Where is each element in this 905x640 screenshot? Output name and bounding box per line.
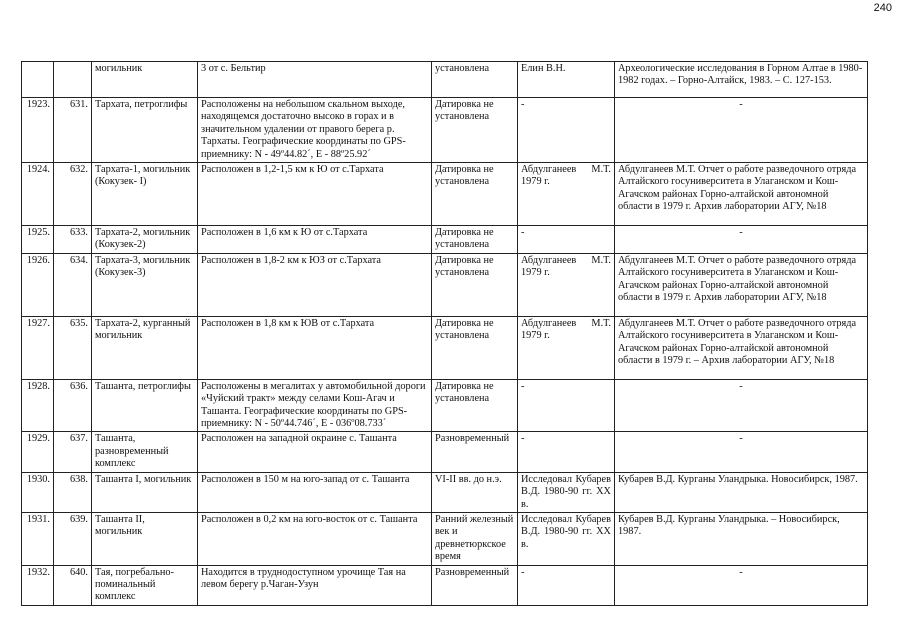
general-number-cell: 1931. [22,512,54,565]
general-number-cell: 1928. [22,379,54,432]
literature-cell: Кубарев В.Д. Курганы Уландрыка. Новосибирск, 1987. [615,472,868,512]
general-number-cell: 1925. [22,226,54,254]
researcher-cell: Исследовал Кубарев В.Д. 1980-90 гг. ХХ в. [518,472,615,512]
local-number-cell: 636. [54,379,92,432]
table-row [22,316,868,379]
local-number-cell: 640. [54,565,92,605]
location-cell: Расположены на небольшом скальном выходе, находящемся достаточно высоко в горах и в значительном удалении от правого берега р. Тархаты. Географические координаты по GPS-приемнику: N - 49º44.82´, E - 88º25.92´ [198,98,432,163]
researcher-cell: - [518,379,615,432]
general-number-cell: 1930. [22,472,54,512]
general-number-cell: 1926. [22,253,54,316]
researcher-cell: - [518,98,615,163]
local-number-cell: 633. [54,226,92,254]
dating-cell: Датировка не установлена [432,379,518,432]
site-name-cell: Ташанта II, могильник [92,512,198,565]
table-row [22,379,868,432]
literature-cell: Абдулганеев М.Т. Отчет о работе разведочного отряда Алтайского госуниверситета в Улаганском и Кош-Агачском районах Горно-алтайской автономной области в 1979 г. Архив лаборатории АГУ, №18 [615,163,868,226]
location-cell: Расположен в 1,2-1,5 км к Ю от с.Тархата [198,163,432,226]
page-number: 240 [873,2,892,14]
location-cell: Расположен на западной окраине с. Ташанта [198,432,432,472]
literature-cell: Кубарев В.Д. Курганы Уландрыка. – Новосибирск, 1987. [615,512,868,565]
site-name-cell: Ташанта, разновременный комплекс [92,432,198,472]
dating-cell: установлена [432,62,518,98]
general-number-cell [22,62,54,98]
researcher-cell: - [518,565,615,605]
general-number-cell: 1923. [22,98,54,163]
location-cell: Расположен в 1,8 км к ЮВ от с.Тархата [198,316,432,379]
table-row [22,62,868,98]
researcher-cell: Елин В.Н. [518,62,615,98]
table-row [22,253,868,316]
location-cell: Находится в труднодоступном урочище Тая на левом берегу р.Чаган-Узун [198,565,432,605]
dating-cell: Датировка не установлена [432,163,518,226]
location-cell: 3 от с. Бельтир [198,62,432,98]
location-cell: Расположены в мегалитах у автомобильной дороги «Чуйский тракт» между селами Кош-Агач и Ташанта. Географические координаты по GPS-приемнику: N - 50º44.746´, E - 036º08.733´ [198,379,432,432]
local-number-cell: 632. [54,163,92,226]
table-row [22,565,868,605]
general-number-cell: 1932. [22,565,54,605]
dating-cell: Ранний железный век и древнетюркское время [432,512,518,565]
site-name-cell: Ташанта I, могильник [92,472,198,512]
table-row [22,512,868,565]
researcher-cell: - [518,226,615,254]
site-name-cell: Тархата-1, могильник (Кокузек- I) [92,163,198,226]
local-number-cell: 635. [54,316,92,379]
general-number-cell: 1924. [22,163,54,226]
literature-cell: Археологические исследования в Горном Алтае в 1980-1982 годах. – Горно-Алтайск, 1983. – С. 127-153. [615,62,868,98]
table-row [22,163,868,226]
literature-cell: Абдулганеев М.Т. Отчет о работе разведочного отряда Алтайского госуниверситета в Улаганском и Кош-Агачском районах Горно-алтайской автономной области в 1979 г. – Архив лаборатории АГУ, №18 [615,316,868,379]
location-cell: Расположен в 0,2 км на юго-восток от с. Ташанта [198,512,432,565]
location-cell: Расположен в 150 м на юго-запад от с. Ташанта [198,472,432,512]
site-name-cell: Ташанта, петроглифы [92,379,198,432]
local-number-cell: 631. [54,98,92,163]
dating-cell: Датировка не установлена [432,226,518,254]
site-name-cell: Тархата-2, курганный могильник [92,316,198,379]
dating-cell: Датировка не установлена [432,316,518,379]
dating-cell: Разновременный [432,565,518,605]
site-name-cell: Тархата-2, могильник (Кокузек-2) [92,226,198,254]
site-register-table [21,61,868,606]
table-row [22,432,868,472]
researcher-cell: - [518,432,615,472]
literature-cell: - [615,379,868,432]
table-row [22,472,868,512]
dating-cell: Датировка не установлена [432,98,518,163]
site-name-cell: Тархата-3, могильник (Кокузек-3) [92,253,198,316]
site-name-cell: могильник [92,62,198,98]
site-name-cell: Тая, погребально-поминальный комплекс [92,565,198,605]
researcher-cell: Абдулганеев М.Т. 1979 г. [518,316,615,379]
researcher-cell: Абдулганеев М.Т. 1979 г. [518,163,615,226]
researcher-cell: Абдулганеев М.Т. 1979 г. [518,253,615,316]
literature-cell: - [615,432,868,472]
table-body [22,62,868,606]
dating-cell: Датировка не установлена [432,253,518,316]
dating-cell: VI-II вв. до н.э. [432,472,518,512]
literature-cell: Абдулганеев М.Т. Отчет о работе разведочного отряда Алтайского госуниверситета в Улаганском и Кош-Агачском районах Горно-алтайской автономной области в 1979 г. Архив лаборатории АГУ, №18 [615,253,868,316]
local-number-cell: 638. [54,472,92,512]
dating-cell: Разновременный [432,432,518,472]
local-number-cell [54,62,92,98]
location-cell: Расположен в 1,8-2 км к ЮЗ от с.Тархата [198,253,432,316]
site-name-cell: Тархата, петроглифы [92,98,198,163]
general-number-cell: 1927. [22,316,54,379]
table-row [22,226,868,254]
local-number-cell: 634. [54,253,92,316]
local-number-cell: 637. [54,432,92,472]
researcher-cell: Исследовал Кубарев В.Д. 1980-90 гг. ХХ в. [518,512,615,565]
local-number-cell: 639. [54,512,92,565]
literature-cell: - [615,98,868,163]
literature-cell: - [615,565,868,605]
literature-cell: - [615,226,868,254]
location-cell: Расположен в 1,6 км к Ю от с.Тархата [198,226,432,254]
table-row [22,98,868,163]
general-number-cell: 1929. [22,432,54,472]
